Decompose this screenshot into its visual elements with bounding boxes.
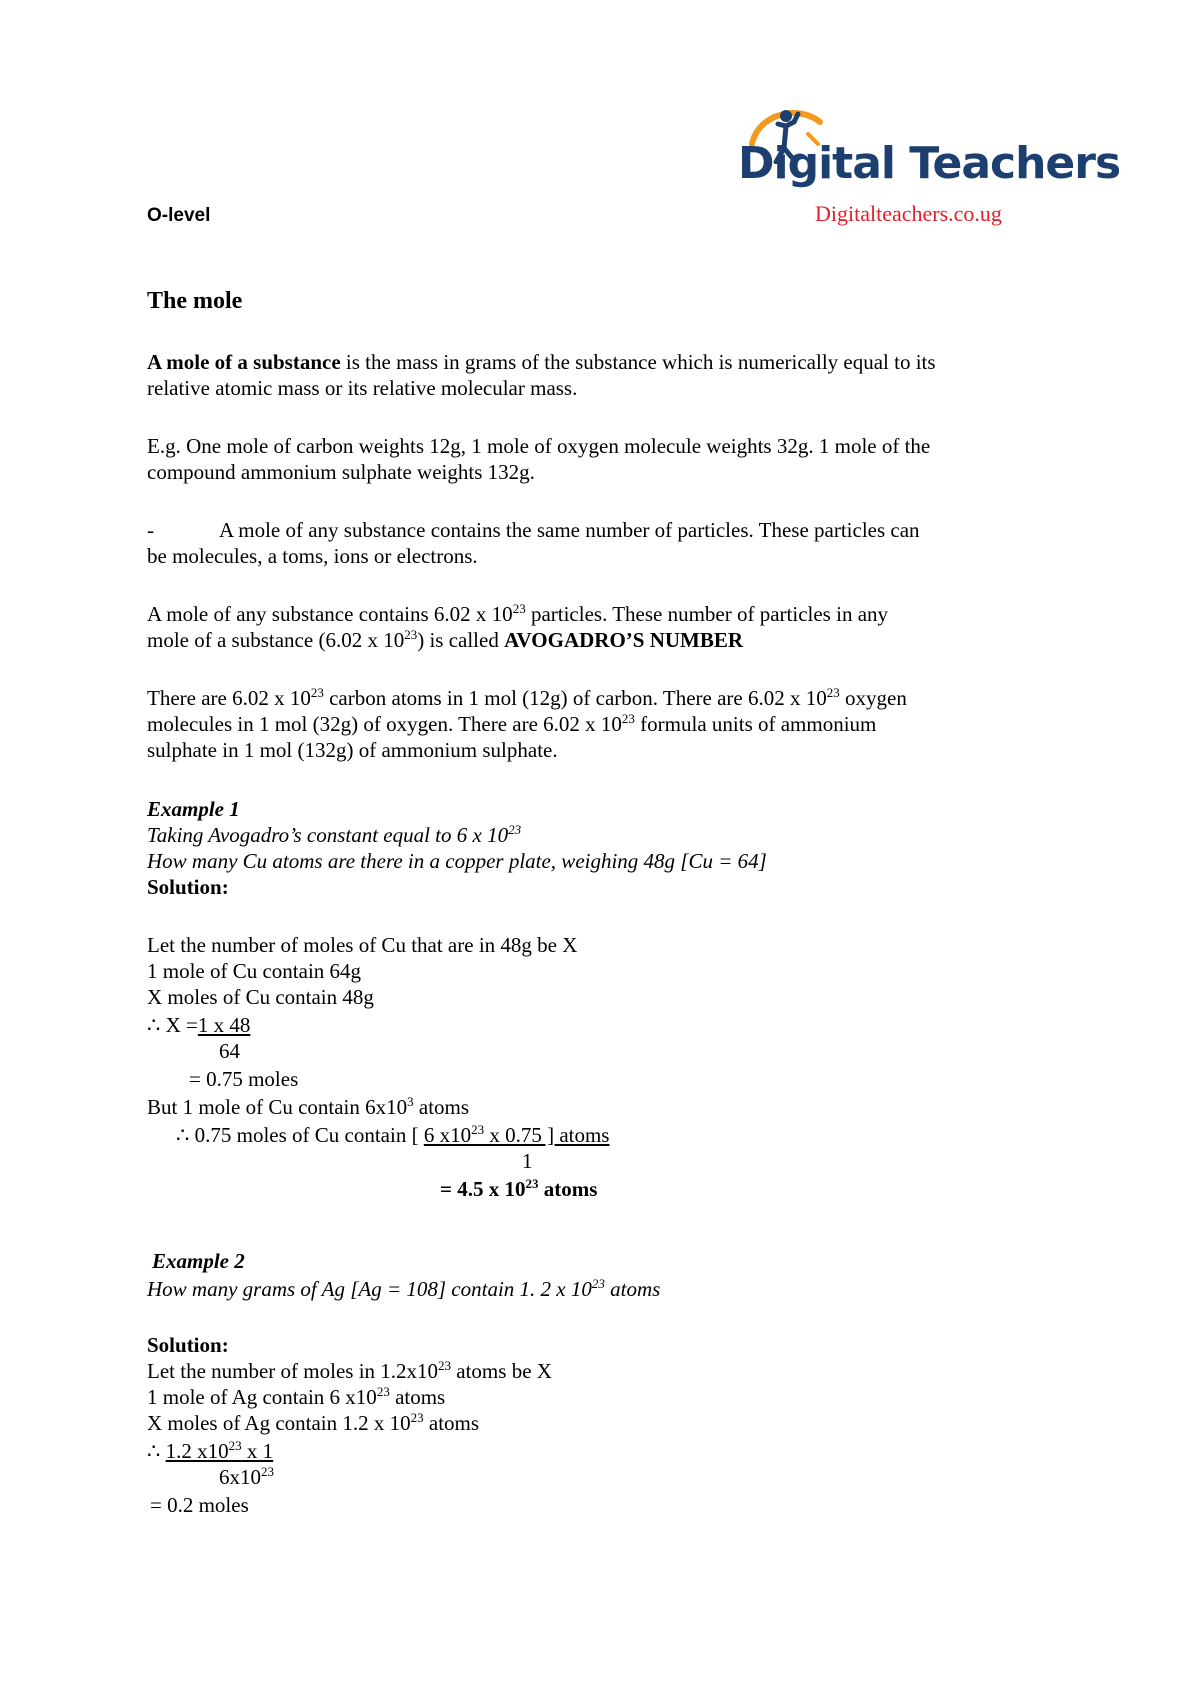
- example1-solution-label: Solution:: [147, 875, 229, 899]
- exponent: 23: [826, 685, 840, 700]
- text: atoms: [538, 1177, 598, 1201]
- example1-step-7: [176, 1122, 609, 1148]
- text: 1 mole of Ag contain 6 x10: [147, 1385, 377, 1409]
- avogadro-number-term: AVOGADRO’S NUMBER: [504, 628, 744, 652]
- text: atoms: [604, 1277, 661, 1301]
- example2-heading: Example 2: [152, 1249, 245, 1273]
- page-title: The mole: [147, 288, 243, 314]
- text: atoms be X: [451, 1359, 552, 1383]
- definition-text: is the mass in grams of the substance which is numerically equal to its: [340, 350, 936, 374]
- example1-step-2: 1 mole of Cu contain 64g: [147, 959, 362, 983]
- text: X moles of Ag contain 1.2 x 10: [147, 1411, 411, 1435]
- text: There are 6.02 x 10: [147, 686, 311, 710]
- text: formula units of ammonium: [634, 712, 877, 736]
- text: 1.2 x10: [165, 1439, 229, 1463]
- text: ∴ X =: [147, 1013, 198, 1037]
- text: mole of a substance (6.02 x 10: [147, 628, 405, 652]
- bullet-line-2: be molecules, a toms, ions or electrons.: [147, 544, 478, 568]
- avogadro-line-2: [147, 627, 743, 653]
- text: atoms: [389, 1385, 446, 1409]
- text: How many grams of Ag [Ag = 108] contain 1. 2 x 10: [147, 1277, 592, 1301]
- example2-question: [147, 1276, 660, 1302]
- exponent: 23: [525, 1176, 539, 1191]
- level-label: O-level: [147, 205, 211, 226]
- logo-wordmark: Digital Teachers: [738, 138, 1121, 189]
- logo-url: Digitalteachers.co.ug: [815, 201, 1002, 226]
- there-line-2: [147, 711, 876, 737]
- fraction-numerator: [166, 1439, 274, 1463]
- text: Let the number of moles in 1.2x10: [147, 1359, 439, 1383]
- bullet-line-1: A mole of any substance contains the same number of particles. These particles can: [219, 518, 920, 542]
- text: = 4.5 x 10: [440, 1177, 526, 1201]
- text: particles. These number of particles in any: [525, 602, 889, 626]
- text: Taking Avogadro’s constant equal to 6 x 10: [147, 823, 509, 847]
- text: atoms: [423, 1411, 480, 1435]
- text: atoms: [413, 1095, 470, 1119]
- exponent: 23: [512, 601, 526, 616]
- example1-step-6: [147, 1094, 469, 1120]
- example-line-1: E.g. One mole of carbon weights 12g, 1 mole of oxygen molecule weights 32g. 1 mole of the: [147, 434, 931, 458]
- text: carbon atoms in 1 mol (12g) of carbon. There are 6.02 x 10: [323, 686, 827, 710]
- text: A mole of any substance contains 6.02 x 10: [147, 602, 513, 626]
- exponent: 23: [310, 685, 324, 700]
- fraction-numerator: [424, 1123, 610, 1147]
- text: 6x10: [219, 1465, 261, 1489]
- exponent: 23: [438, 1358, 452, 1373]
- exponent: 23: [591, 1276, 605, 1291]
- there-line-1: [147, 685, 907, 711]
- text: ) is called: [417, 628, 505, 652]
- example1-heading: Example 1: [147, 797, 240, 821]
- exponent: 23: [404, 627, 418, 642]
- text: x 0.75 ] atoms: [484, 1123, 610, 1147]
- exponent: 23: [621, 711, 635, 726]
- exponent: 23: [261, 1464, 274, 1479]
- example1-step-4: [147, 1012, 250, 1038]
- there-line-3: sulphate in 1 mol (132g) of ammonium sulphate.: [147, 738, 558, 762]
- avogadro-line-1: [147, 601, 888, 627]
- fraction-numerator: 1 x 48: [197, 1013, 251, 1037]
- example1-step-1: Let the number of moles of Cu that are in 48g be X: [147, 933, 578, 957]
- text: x 1: [241, 1439, 274, 1463]
- exponent: 23: [508, 822, 522, 837]
- text: molecules in 1 mol (32g) of oxygen. There are 6.02 x 10: [147, 712, 622, 736]
- text: ∴ 0.75 moles of Cu contain [: [176, 1123, 424, 1147]
- example1-step-5: = 0.75 moles: [189, 1067, 299, 1091]
- text: ∴: [147, 1439, 166, 1463]
- example2-step-1: [147, 1358, 552, 1384]
- exponent: 23: [228, 1438, 242, 1453]
- text: 6 x10: [423, 1123, 472, 1147]
- bullet-dash: -: [147, 518, 154, 542]
- example1-fraction-denominator: 64: [219, 1039, 240, 1063]
- example1-step-3: X moles of Cu contain 48g: [147, 985, 374, 1009]
- text: oxygen: [839, 686, 907, 710]
- example2-step-2: [147, 1384, 445, 1410]
- example1-question-2: How many Cu atoms are there in a copper plate, weighing 48g [Cu = 64]: [147, 849, 767, 873]
- example1-step-7-denominator: 1: [522, 1149, 533, 1173]
- text: But 1 mole of Cu contain 6x10: [147, 1095, 408, 1119]
- exponent: 23: [471, 1122, 485, 1137]
- example2-step-3: [147, 1410, 479, 1436]
- exponent: 23: [410, 1410, 424, 1425]
- definition-term: A mole of a substance: [147, 350, 341, 374]
- exponent: 3: [407, 1094, 414, 1109]
- example1-answer: [440, 1176, 597, 1202]
- example2-fraction-denominator: [219, 1464, 274, 1490]
- example-line-2: compound ammonium sulphate weights 132g.: [147, 460, 535, 484]
- definition-line-1: [147, 349, 936, 375]
- example2-solution-label: Solution:: [147, 1333, 229, 1357]
- definition-line-2: relative atomic mass or its relative molecular mass.: [147, 376, 578, 400]
- exponent: 23: [376, 1384, 390, 1399]
- example2-step-5: = 0.2 moles: [150, 1493, 249, 1517]
- example1-question-1: [147, 822, 521, 848]
- example2-step-4: [147, 1438, 273, 1464]
